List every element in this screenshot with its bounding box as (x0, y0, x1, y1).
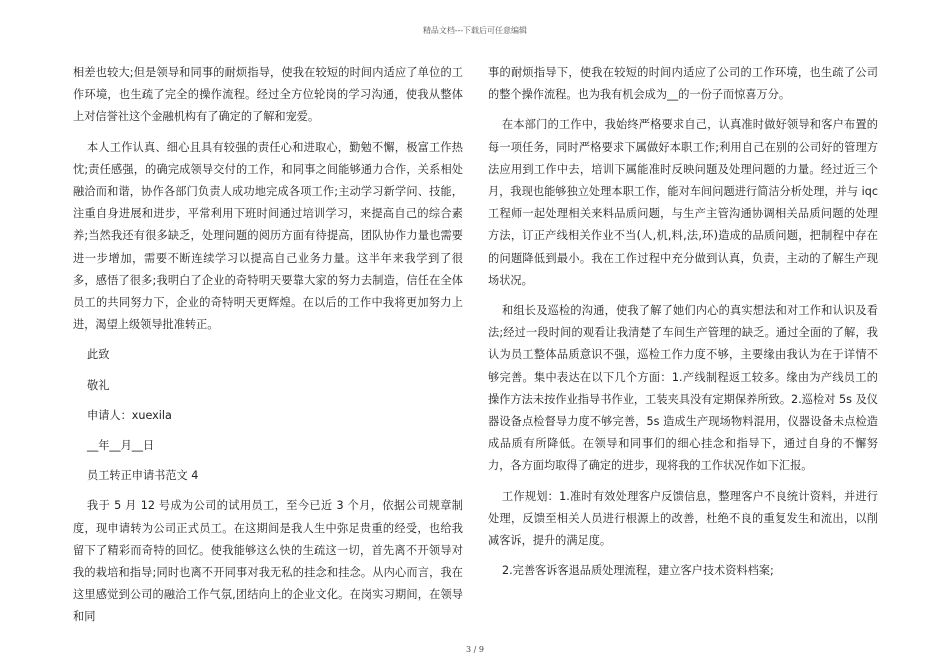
right-paragraph-1: 事的耐烦指导下，使我在较短的时间内适应了公司的工作环境，也生疏了公司的整个操作流程。也为我有机会成为__的一份子而惊喜万分。 (488, 66, 878, 102)
closing-jingli: 敬礼 (87, 378, 110, 392)
right-paragraph-2: 在本部门的工作中，我始终严格要求自己，认真准时做好领导和客户布置的每一项任务，同时严格要求下属做好本职工作;利用自己在别的公司好的管理方法应用到工作中去，培训下属能准时反映问题及处理问题的力量。经过近三个月，我现也能够独立处理本职工作，能对车间问题进行简洁分析处理，并与 iqc 工程师一起处理相关来料品质问题，与生产主管沟通协调相关品质问题的处理方法，订正产线相关作业不当(人,机,料,法,环)造成的品质问题，把制程中存在的问题降低到最小。我在工作过程中充分做到认真，负责，主动的了解生产现场状况。 (488, 118, 878, 287)
right-paragraph-5: 2.完善客诉客退品质处理流程，建立客户技术资料档案; (502, 564, 774, 578)
right-column (488, 62, 878, 582)
page-number: 3 / 9 (466, 645, 484, 654)
page-header: 精品文档---下载后可任意编辑 (422, 26, 528, 35)
right-paragraph-3: 和组长及巡检的沟通，使我了解了她们内心的真实想法和对工作和认识及看法;经过一段时间的观看让我清楚了车间生产管理的缺乏。通过全面的了解，我认为员工整体品质意识不强，巡检工作力度不够，主要缘由我认为在于详情不够完善。集中表达在以下几个方面：1.产线制程返工较多。缘由为产线员工的操作方法未按作业指导书作业，工装夹具没有定期保养所致。2.巡检对 5s 及仪器设备点检督导力度不够完善，5s 造成生产现场物料混用，仪器设备未点检造成品质有所降低。在领导和同事们的细心挂念和指导下，通过自身的不懈努力，各方面均取得了确定的进步，现将我的工作状况作如下汇报。 (488, 304, 878, 473)
section-title: 员工转正申请书范文 4 (87, 469, 199, 483)
left-paragraph-2: 本人工作认真、细心且具有较强的责任心和进取心，勤勉不懈，极富工作热忱;责任感强，的确完成领导交付的工作，和同事之间能够通力合作，关系相处融洽而和谐，协作各部门负责人成功地完成各项工作;主动学习新学问、技能，注重自身进展和进步，平常利用下班时间通过培训学习，来提高自己的综合素养;当然我还有很多缺乏，处理问题的阅历方面有待提高，团队协作力量也需要进一步增加，需要不断连续学习以提高自己业务力量。这半年来我学到了很多，感悟了很多;我明白了企业的奇特明天要靠大家的努力去制造，信任在全体员工的共同努力下，企业的奇特明天更辉煌。在以后的工作中我将更加努力上进，渴望上级领导批准转正。 (73, 140, 463, 332)
left-column (73, 62, 463, 629)
left-paragraph-1: 相差也较大;但是领导和同事的耐烦指导，使我在较短的时间内适应了单位的工作环境，也生疏了完全的操作流程。经过全方位轮岗的学习沟通，使我从整体上对信誉社这个金融机构有了确定的了解和宠爱。 (73, 66, 463, 124)
left-paragraph-3: 我于 5 月 12 号成为公司的试用员工，至今已近 3 个月，依据公司规章制度，现申请转为公司正式员工。在这期间是我人生中弥足贵重的经受，也给我留下了精彩而奇特的回忆。使我能够这么快的生疏这一切，首先离不开领导对我的栽培和指导;同时也离不开同事对我无私的挂念和挂念。从内心而言，我在这里感觉到公司的融洽工作气氛,团结向上的企业文化。在岗实习期间，在领导和同 (73, 499, 463, 624)
right-paragraph-4: 工作规划：1.准时有效处理客户反馈信息，整理客户不良统计资料，并进行处理，反馈至相关人员进行根源上的改善，杜绝不良的重复发生和流出，以削减客诉，提升的满足度。 (488, 489, 878, 548)
closing-cizhi: 此致 (87, 348, 110, 362)
date-line: __年__月__日 (87, 439, 155, 453)
applicant-line: 申请人：xuexila (87, 408, 172, 422)
